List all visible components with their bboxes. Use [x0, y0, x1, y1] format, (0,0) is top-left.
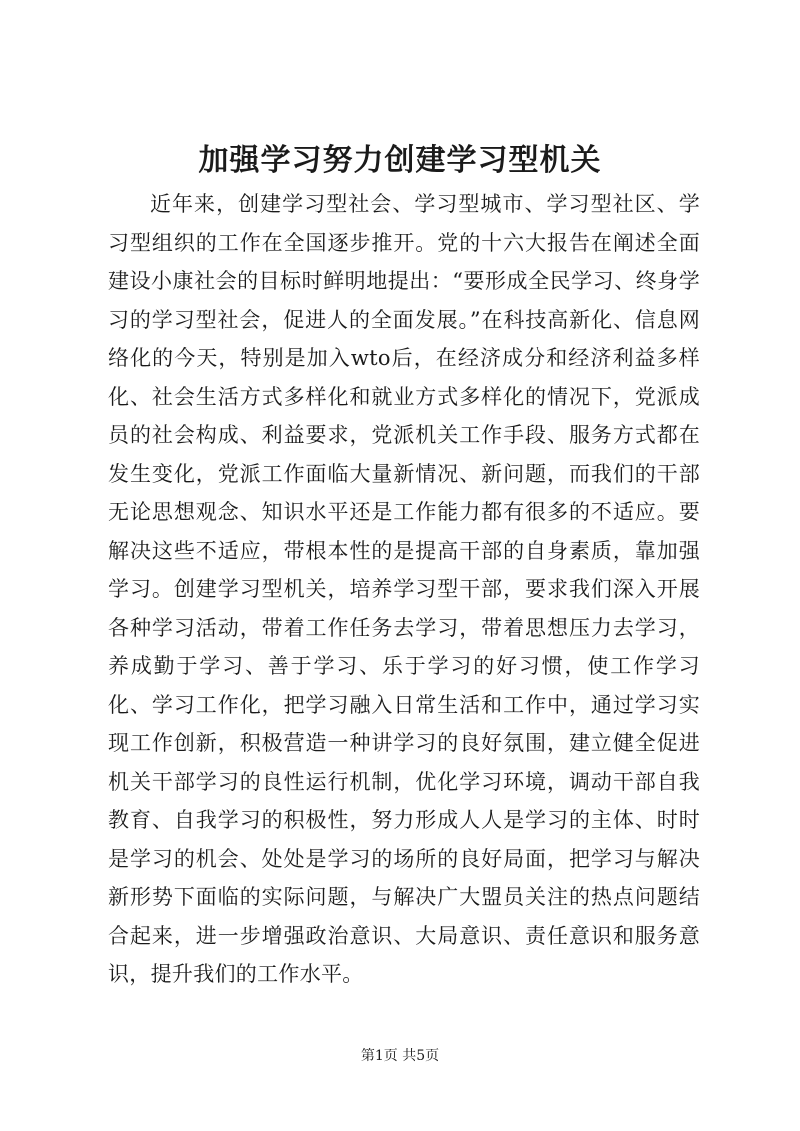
document-title: 加强学习努力创建学习型机关 — [198, 143, 602, 178]
page-number-footer: 第1页 共5页 — [360, 1048, 440, 1064]
body-paragraph: 近年来，创建学习型社会、学习型城市、学习型社区、学习型组织的工作在全国逐步推开。党的十六大报告在阐述全面建设小康社会的目标时鲜明地提出：“要形成全民学习、终身学习的学习型社会，促进人的全面发展。”在科技高新化、信息网络化的今天，特别是加入wto后，在经济成分和经济利益多样化、社会生活方式多样化和就业方式多样化的情况下，党派成员的社会构成、利益要求，党派机关工作手段、服务方式都在发生变化，党派工作面临大量新情况、新问题，而我们的干部无论思想观念、知识水平还是工作能力都有很多的不适应。要解决这些不适应，带根本性的是提高干部的自身素质，靠加强学习。创建学习型机关，培养学习型干部，要求我们深入开展各种学习活动，带着工作任务去学习，带着思想压力去学习，养成勤于学习、善于学习、乐于学习的好习惯，使工作学习化、学习工作化，把学习融入日常生活和工作中，通过学习实现工作创新，积极营造一种讲学习的良好氛围，建立健全促进机关干部学习的良性运行机制，优化学习环境，调动干部自我教育、自我学习的积极性，努力形成人人是学习的主体、时时是学习的机会、处处是学习的场所的良好局面，把学习与解决新形势下面临的实际问题，与解决广大盟员关注的热点问题结合起来，进一步增强政治意识、大局意识、责任意识和服务意识，提升我们的工作水平。 — [108, 192, 700, 986]
